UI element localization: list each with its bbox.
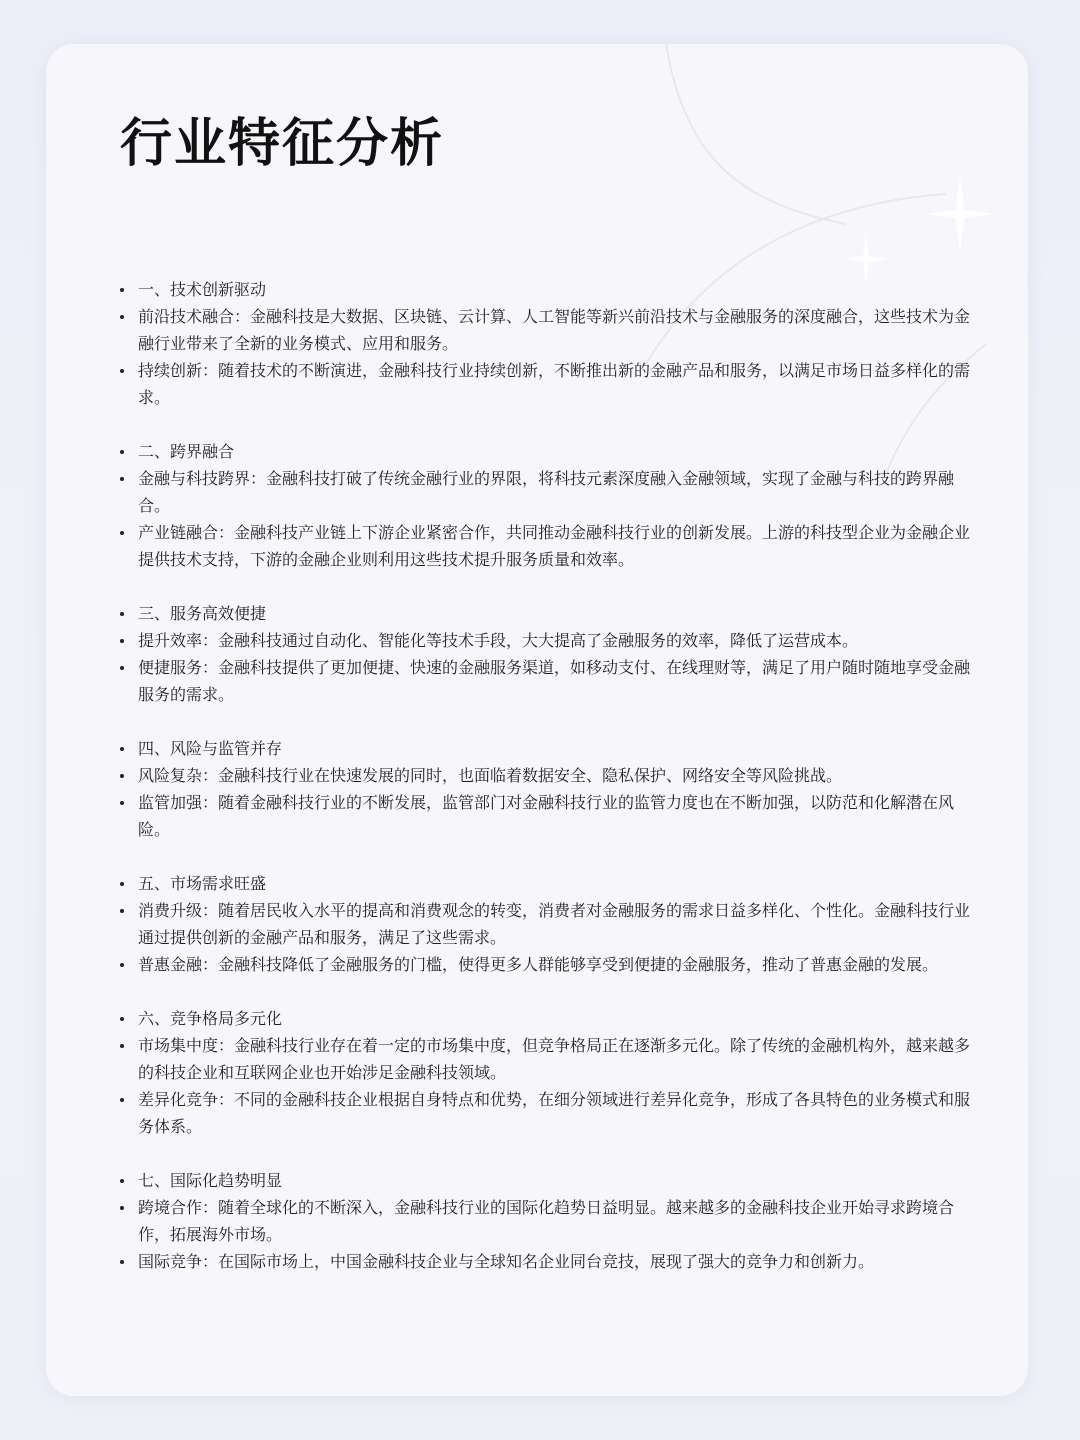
section-heading: 一、技术创新驱动: [120, 276, 970, 303]
bullet-list: [120, 735, 970, 843]
bullet-list: [120, 276, 970, 411]
list-item: 监管加强：随着金融科技行业的不断发展，监管部门对金融科技行业的监管力度也在不断加强，以防范和化解潜在风险。: [120, 789, 970, 843]
content-card: [46, 44, 1028, 1396]
list-item: 消费升级：随着居民收入水平的提高和消费观念的转变，消费者对金融服务的需求日益多样化、个性化。金融科技行业通过提供创新的金融产品和服务，满足了这些需求。: [120, 897, 970, 951]
list-item: 跨境合作：随着全球化的不断深入，金融科技行业的国际化趋势日益明显。越来越多的金融科技企业开始寻求跨境合作，拓展海外市场。: [120, 1194, 970, 1248]
bullet-list: [120, 1005, 970, 1140]
bullet-list: [120, 1167, 970, 1275]
list-item: 提升效率：金融科技通过自动化、智能化等技术手段，大大提高了金融服务的效率，降低了运营成本。: [120, 627, 970, 654]
bullet-list: [120, 870, 970, 978]
list-item: 产业链融合：金融科技产业链上下游企业紧密合作，共同推动金融科技行业的创新发展。上游的科技型企业为金融企业提供技术支持，下游的金融企业则利用这些技术提升服务质量和效率。: [120, 519, 970, 573]
section-heading: 二、跨界融合: [120, 438, 970, 465]
section-competition: [120, 1005, 970, 1140]
list-item: 金融与科技跨界：金融科技打破了传统金融行业的界限，将科技元素深度融入金融领域，实现了金融与科技的跨界融合。: [120, 465, 970, 519]
section-heading: 五、市场需求旺盛: [120, 870, 970, 897]
section-market-demand: [120, 870, 970, 978]
section-risk-regulation: [120, 735, 970, 843]
list-item: 便捷服务：金融科技提供了更加便捷、快速的金融服务渠道，如移动支付、在线理财等，满足了用户随时随地享受金融服务的需求。: [120, 654, 970, 708]
list-item: 前沿技术融合：金融科技是大数据、区块链、云计算、人工智能等新兴前沿技术与金融服务的深度融合，这些技术为金融行业带来了全新的业务模式、应用和服务。: [120, 303, 970, 357]
section-heading: 三、服务高效便捷: [120, 600, 970, 627]
section-tech-innovation: [120, 276, 970, 411]
bullet-list: [120, 600, 970, 708]
list-item: 国际竞争：在国际市场上，中国金融科技企业与全球知名企业同台竞技，展现了强大的竞争力和创新力。: [120, 1248, 970, 1275]
list-item: 风险复杂：金融科技行业在快速发展的同时，也面临着数据安全、隐私保护、网络安全等风险挑战。: [120, 762, 970, 789]
section-cross-border: [120, 438, 970, 573]
list-item: 市场集中度：金融科技行业存在着一定的市场集中度，但竞争格局正在逐渐多元化。除了传统的金融机构外，越来越多的科技企业和互联网企业也开始涉足金融科技领域。: [120, 1032, 970, 1086]
section-efficient-service: [120, 600, 970, 708]
section-list: [120, 276, 970, 1302]
page-title: 行业特征分析: [120, 114, 445, 174]
section-internationalization: [120, 1167, 970, 1275]
section-heading: 七、国际化趋势明显: [120, 1167, 970, 1194]
section-heading: 六、竞争格局多元化: [120, 1005, 970, 1032]
section-heading: 四、风险与监管并存: [120, 735, 970, 762]
list-item: 差异化竞争：不同的金融科技企业根据自身特点和优势，在细分领域进行差异化竞争，形成了各具特色的业务模式和服务体系。: [120, 1086, 970, 1140]
list-item: 持续创新：随着技术的不断演进，金融科技行业持续创新，不断推出新的金融产品和服务，以满足市场日益多样化的需求。: [120, 357, 970, 411]
list-item: 普惠金融：金融科技降低了金融服务的门槛，使得更多人群能够享受到便捷的金融服务，推动了普惠金融的发展。: [120, 951, 970, 978]
bullet-list: [120, 438, 970, 573]
